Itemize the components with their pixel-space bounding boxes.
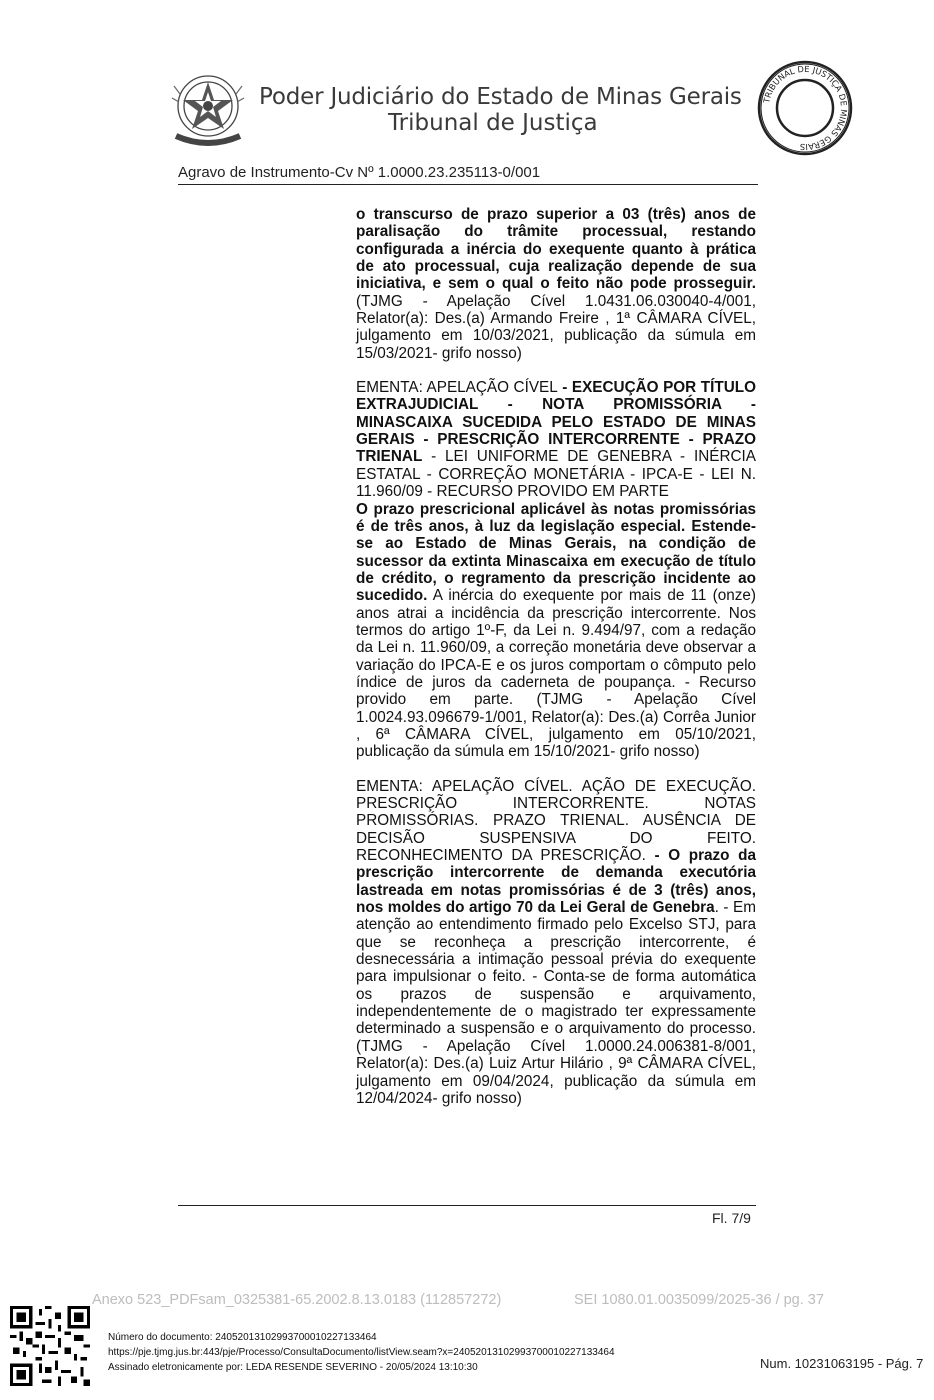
court-name: Tribunal de Justiça bbox=[388, 110, 598, 136]
bold-excerpt: O prazo prescricional aplicável às notas promissórias é de três anos, à luz da legislação especial. Estende-se ao Estado de Minas Gerais, na condição de sucessor da extinta Minascaixa em execução de título de crédito, o regramento da prescrição incidente ao sucedido. bbox=[356, 500, 756, 605]
citation-text: A inércia do exequente por mais de 11 (onze) anos atrai a incidência da prescrição intercorrente. Nos termos do artigo 1º-F, da Lei n. 9.494/97, com a redação da Lei n. 11.960/09, a correção monetária deve observar a variação do IPCA-E e os juros comportam o cômputo pelo índice de juros da caderneta de poupança. - Recurso provido em parte. (TJMG - Apelação Cível 1.0024.93.096679-1/001, Relator(a): Des.(a) Corrêa Junior , 6ª CÂMARA CÍVEL, julgamento em 05/10/2021, publicação da súmula em 15/10/2021- grifo nosso) bbox=[356, 587, 756, 761]
ementa-text: EMENTA: APELAÇÃO CÍVEL. AÇÃO DE EXECUÇÃO. PRESCRIÇÃO INTERCORRENTE. NOTAS PROMISSÓRIAS. PRAZO TRIENAL. AUSÊNCIA DE DECISÃO SUSPENSIVA DO FEITO. RECONHECIMENTO DA PRESCRIÇÃO. bbox=[356, 777, 756, 865]
qr-code-icon bbox=[10, 1306, 90, 1386]
folio-number: Fl. 7/9 bbox=[712, 1210, 751, 1226]
page-number: Num. 10231063195 - Pág. 7 bbox=[760, 1356, 924, 1371]
svg-text:TRIBUNAL DE JUSTIÇA DE MINAS G: TRIBUNAL DE JUSTIÇA DE MINAS GERAIS bbox=[761, 63, 850, 153]
citation-text: . - Em atenção ao entendimento firmado pelo Excelso STJ, para que se reconheça a prescrição intercorrente, é desnecessária a intimação pessoal prévia do exequente para impulsionar o feito. - Conta-se de forma automática os prazos de suspensão e arquivamento, independentemente de o magistrado ter expressamente determinado a suspensão e o arquivamento do processo. (TJMG - Apelação Cível 1.0000.24.006381-8/001, Relator(a): Des.(a) Luiz Artur Hilário , 9ª CÂMARA CÍVEL, julgamento em 09/04/2024, publicação da súmula em 12/04/2024- grifo nosso) bbox=[356, 899, 756, 1107]
process-number: Agravo de Instrumento-Cv Nº 1.0000.23.235113-0/001 bbox=[178, 164, 541, 181]
header-rule bbox=[178, 184, 758, 185]
bold-excerpt: o transcurso de prazo superior a 03 (três) anos de paralisação do trâmite processual, restando configurada a inércia do exequente quanto à prática de ato processual, cuja realização depende de sua iniciativa, e sem o qual o feito não pode prosseguir. bbox=[356, 206, 756, 293]
citation-text: (TJMG - Apelação Cível 1.0431.06.030040-4/001, Relator(a): Des.(a) Armando Freire , 1ª CÂMARA CÍVEL, julgamento em 10/03/2021, publicação da súmula em 15/03/2021- grifo nosso) bbox=[356, 292, 756, 362]
citation-paragraph-3 bbox=[356, 778, 756, 1108]
ementa-label: EMENTA: APELAÇÃO CÍVEL bbox=[356, 379, 558, 397]
coat-of-arms-logo bbox=[166, 66, 250, 154]
court-seal-stamp bbox=[757, 60, 853, 156]
org-name: Poder Judiciário do Estado de Minas Gerais bbox=[259, 84, 742, 110]
signature-line: Assinado eletronicamente por: LEDA RESENDE SEVERINO - 20/05/2024 13:10:30 bbox=[108, 1362, 478, 1373]
document-number: Número do documento: 24052013102993700010227133464 bbox=[108, 1332, 377, 1343]
footer-rule bbox=[178, 1205, 756, 1206]
citation-paragraph-2 bbox=[356, 379, 756, 761]
bold-excerpt: - EXECUÇÃO POR TÍTULO EXTRAJUDICIAL - NOTA PROMISSÓRIA - MINASCAIXA SUCEDIDA PELO ESTADO DE MINAS GERAIS - PRESCRIÇÃO INTERCORRENTE - PRAZO TRIENAL bbox=[356, 379, 756, 466]
sei-stamp: SEI 1080.01.0035099/2025-36 / pg. 37 bbox=[574, 1292, 824, 1308]
document-body bbox=[356, 206, 756, 1124]
bold-excerpt: - O prazo da prescrição intercorrente de demanda executória lastreada em notas promissórias é de 3 (três) anos, nos moldes do artigo 70 da Lei Geral de Genebra bbox=[356, 847, 756, 917]
ementa-text: - LEI UNIFORME DE GENEBRA - INÉRCIA ESTATAL - CORREÇÃO MONETÁRIA - IPCA-E - LEI N. 11.960/09 - RECURSO PROVIDO EM PARTE bbox=[356, 448, 756, 501]
document-url: https://pje.tjmg.jus.br:443/pje/Processo/ConsultaDocumento/listView.seam?x=24052013102993700010227133464 bbox=[108, 1347, 615, 1358]
citation-paragraph-1 bbox=[356, 206, 756, 362]
annex-stamp: Anexo 523_PDFsam_0325381-65.2002.8.13.0183 (112857272) bbox=[92, 1292, 502, 1308]
